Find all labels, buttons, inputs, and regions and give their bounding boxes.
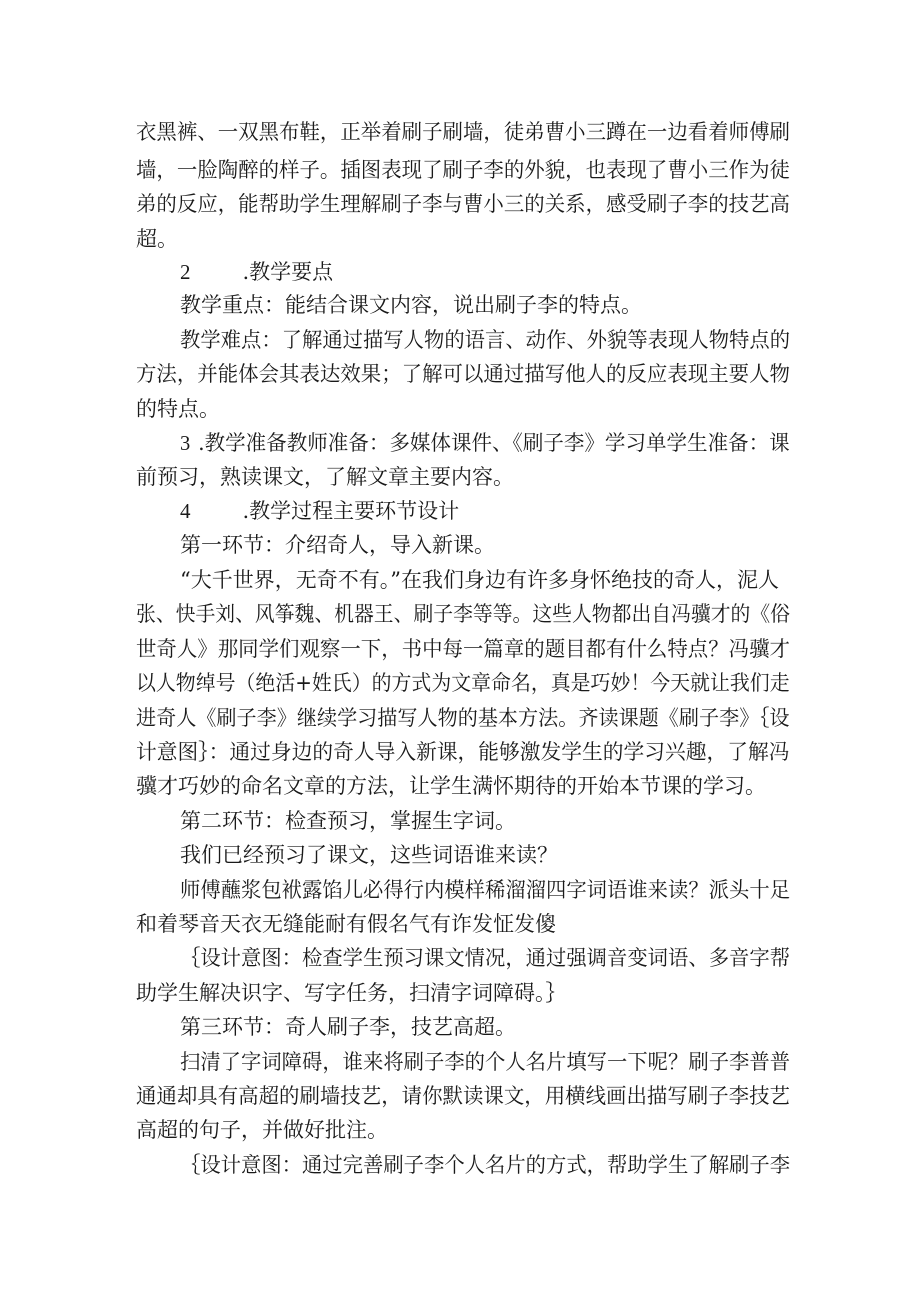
section-3-line-2: 前预习，熟读课文，了解文章主要内容。 xyxy=(136,465,514,489)
step-2-title: 第二环节：检查预习，掌握生字词。 xyxy=(180,809,516,833)
section-3-text: .教学准备教师准备：多媒体课件、《刷子李》学习单学生准备：课 xyxy=(198,431,790,455)
difficulty-line-3: 的特点。 xyxy=(136,397,220,421)
difficulty-line-2: 方法，并能体会其表达效果；了解可以通过描写他人的反应表现主要人物 xyxy=(136,362,790,386)
intro-line-2: 墙，一脸陶醉的样子。插图表现了刷子李的外貌，也表现了曹小三作为徒 xyxy=(136,158,790,182)
step-3-design-line-1: ｛设计意图：通过完善刷子李个人名片的方式，帮助学生了解刷子李 xyxy=(180,1153,791,1177)
step-2-line-1: 我们已经预习了课文，这些词语谁来读？ xyxy=(180,843,558,867)
section-2-title: .教学要点 xyxy=(242,260,334,284)
step-3-line-1: 扫清了字词障碍，谁来将刷子李的个人名片填写一下呢？刷子李普普 xyxy=(180,1050,791,1074)
step-2-design-line-2: 助学生解决识字、写字任务，扫清字词障碍。｝ xyxy=(136,981,567,1005)
section-2-number: 2 xyxy=(180,260,191,284)
section-2-heading xyxy=(180,256,333,288)
step-1-line-4: 以人物绰号（绝活+姓氏）的方式为文章命名，真是巧妙！今天就让我们走 xyxy=(136,671,790,695)
step-1-title: 第一环节：介绍奇人，导入新课。 xyxy=(180,533,495,557)
step-1-line-2: 张、快手刘、风筝魏、机器王、刷子李等等。这些人物都出自冯骥才的《俗 xyxy=(136,602,790,626)
intro-line-3: 弟的反应，能帮助学生理解刷子李与曹小三的关系，感受刷子李的技艺高 xyxy=(136,192,790,216)
step-2-line-3: 和着琴音天衣无缝能耐有假名气有诈发怔发傻 xyxy=(136,912,556,936)
section-4-heading xyxy=(180,495,459,527)
section-4-number: 4 xyxy=(180,499,191,523)
difficulty-line-1: 教学难点：了解通过描写人物的语言、动作、外貌等表现人物特点的 xyxy=(180,328,791,352)
step-3-title: 第三环节：奇人刷子李，技艺高超。 xyxy=(180,1015,516,1039)
step-1-line-1: “大千世界，无奇不有。”在我们身边有许多身怀绝技的奇人，泥人 xyxy=(180,568,779,592)
step-1-line-5: 进奇人《刷子李》继续学习描写人物的基本方法。齐读课题《刷子李》｛设 xyxy=(136,706,790,730)
section-3-number: 3 xyxy=(180,431,191,455)
step-3-line-3: 高超的句子，并做好批注。 xyxy=(136,1118,388,1142)
section-3-line-1 xyxy=(180,427,790,459)
step-3-line-2: 通通却具有高超的刷墙技艺，请你默读课文，用横线画出描写刷子李技艺 xyxy=(136,1084,790,1108)
step-2-design-line-1: ｛设计意图：检查学生预习课文情况，通过强调音变词语、多音字帮 xyxy=(180,946,791,970)
key-point: 教学重点：能结合课文内容，说出刷子李的特点。 xyxy=(180,293,642,317)
step-1-line-7: 骥才巧妙的命名文章的方法，让学生满怀期待的开始本节课的学习。 xyxy=(136,774,766,798)
intro-line-1: 衣黑裤、一双黑布鞋，正举着刷子刷墙，徒弟曹小三蹲在一边看着师傅刷 xyxy=(136,120,790,144)
intro-line-4: 超。 xyxy=(136,227,178,251)
section-4-title: .教学过程主要环节设计 xyxy=(242,499,460,523)
step-2-line-2: 师傅蘸浆包袱露馅儿必得行内模样稀溜溜四字词语谁来读？派头十足 xyxy=(180,878,791,902)
step-1-line-3: 世奇人》那同学们观察一下，书中每一篇章的题目都有什么特点？冯骥才 xyxy=(136,637,790,661)
step-1-line-6: 计意图｝：通过身边的奇人导入新课，能够激发学生的学习兴趣，了解冯 xyxy=(136,740,790,764)
